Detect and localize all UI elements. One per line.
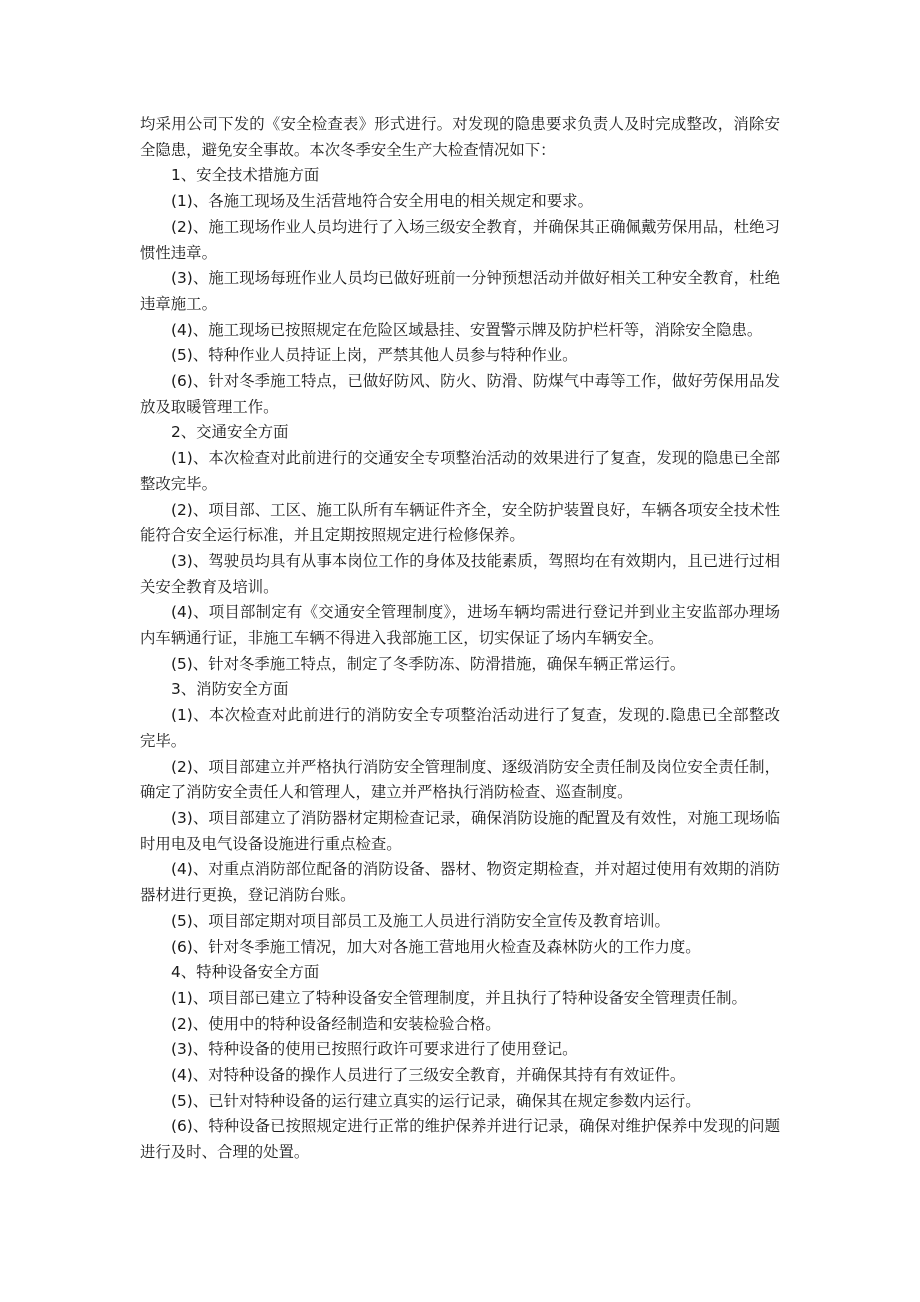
list-item: (6)、针对冬季施工特点，已做好防风、防火、防滑、防煤气中毒等工作，做好劳保用品发放及取暖管理工作。 (140, 372, 780, 416)
list-item: (6)、针对冬季施工情况，加大对各施工营地用火检查及森林防火的工作力度。 (171, 937, 701, 956)
list-item: (1)、项目部已建立了特种设备安全管理制度，并且执行了特种设备安全管理责任制。 (171, 988, 747, 1007)
list-item: (5)、特种作业人员持证上岗，严禁其他人员参与特种作业。 (171, 346, 578, 365)
section-heading-1: 1、安全技术措施方面 (171, 166, 320, 185)
list-item: (5)、项目部定期对项目部员工及施工人员进行消防安全宣传及教育培训。 (171, 911, 670, 930)
list-item: (2)、使用中的特种设备经制造和安装检验合格。 (171, 1014, 501, 1033)
list-item: (4)、对特种设备的操作人员进行了三级安全教育，并确保其持有有效证件。 (171, 1066, 686, 1085)
list-item: (3)、特种设备的使用已按照行政许可要求进行了使用登记。 (171, 1040, 578, 1059)
list-item: (6)、特种设备已按照规定进行正常的维护保养并进行记录，确保对维护保养中发现的问题进行及时、合理的处置。 (140, 1117, 780, 1162)
list-item: (4)、施工现场已按照规定在危险区域悬挂、安置警示牌及防护栏杆等，消除安全隐患。 (171, 320, 763, 339)
section-heading-3: 3、消防安全方面 (171, 680, 289, 699)
list-item: (3)、驾驶员均具有从事本岗位工作的身体及技能素质，驾照均在有效期内，且已进行过相关安全教育及培训。 (140, 551, 780, 596)
list-item: (2)、施工现场作业人员均进行了入场三级安全教育，并确保其正确佩戴劳保用品，杜绝习惯性违章。 (140, 217, 780, 262)
list-item: (3)、项目部建立了消防器材定期检查记录，确保消防设施的配置及有效性，对施工现场临时用电及电气设备设施进行重点检查。 (140, 808, 780, 853)
list-item: (2)、项目部、工区、施工队所有车辆证件齐全，安全防护装置良好，车辆各项安全技术性能符合安全运行标准，并且定期按照规定进行检修保养。 (140, 500, 780, 545)
intro-paragraph: 均采用公司下发的《安全检查表》形式进行。对发现的隐患要求负责人及时完成整改，消除安全隐患，避免安全事故。本次冬季安全生产大检查情况如下： (140, 115, 780, 159)
list-item: (2)、项目部建立并严格执行消防安全管理制度、逐级消防安全责任制及岗位安全责任制，确定了消防安全责任人和管理人，建立并严格执行消防检查、巡查制度。 (140, 757, 780, 802)
section-heading-4: 4、特种设备安全方面 (171, 963, 320, 982)
list-item: (4)、项目部制定有《交通安全管理制度》，进场车辆均需进行登记并到业主安监部办理场内车辆通行证，非施工车辆不得进入我部施工区，切实保证了场内车辆安全。 (140, 603, 780, 648)
list-item: (4)、对重点消防部位配备的消防设备、器材、物资定期检查，并对超过使用有效期的消防器材进行更换，登记消防台账。 (140, 860, 780, 905)
list-item: (3)、施工现场每班作业人员均已做好班前一分钟预想活动并做好相关工种安全教育，杜绝违章施工。 (140, 269, 780, 313)
list-item: (1)、本次检查对此前进行的交通安全专项整治活动的效果进行了复查，发现的隐患已全部整改完毕。 (140, 449, 780, 493)
list-item: (5)、已针对特种设备的运行建立真实的运行记录，确保其在规定参数内运行。 (171, 1091, 701, 1110)
list-item: (1)、各施工现场及生活营地符合安全用电的相关规定和要求。 (171, 192, 593, 211)
section-heading-2: 2、交通安全方面 (171, 423, 289, 442)
list-item: (5)、针对冬季施工特点，制定了冬季防冻、防滑措施，确保车辆正常运行。 (171, 654, 686, 673)
list-item: (1)、本次检查对此前进行的消防安全专项整治活动进行了复查，发现的.隐患已全部整改完毕。 (140, 706, 780, 750)
